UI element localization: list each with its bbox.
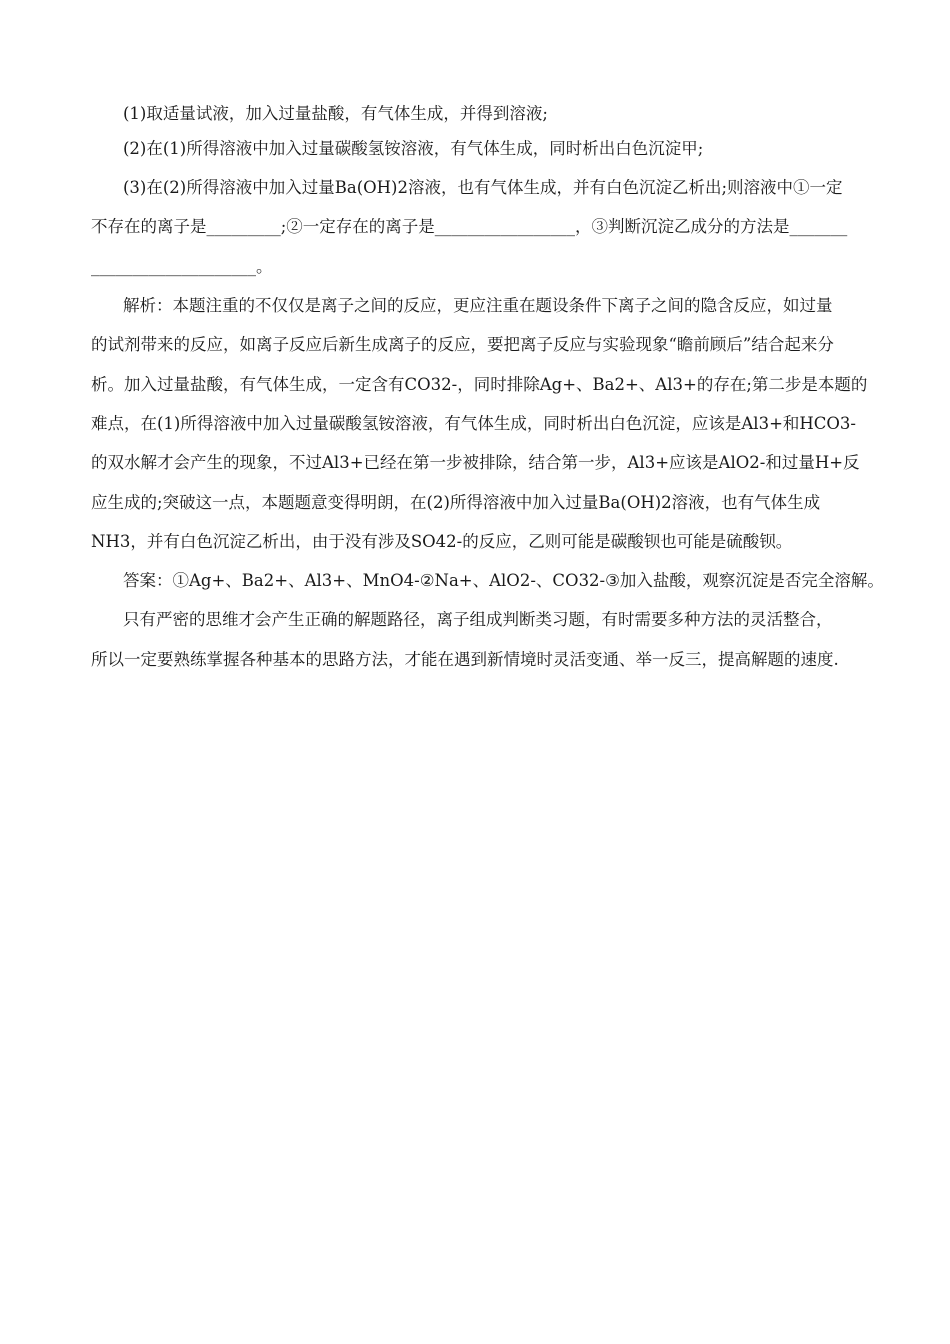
question-step-2: (2)在(1)所得溶液中加入过量碳酸氢铵溶液，有气体生成，同时析出白色沉淀甲; (123, 139, 704, 158)
answer-line: 答案：①Ag+、Ba2+、Al3+、MnO4-②Na+、AlO2-、CO32-③加入盐酸，观察沉淀是否完全溶解。 (123, 571, 884, 590)
analysis-line-2: 的试剂带来的反应，如离子反应后新生成离子的反应，要把离子反应与实验现象“瞻前顾后”结合起来分 (91, 335, 834, 354)
analysis-line-1: 解析：本题注重的不仅仅是离子之间的反应，更应注重在题设条件下离子之间的隐含反应，如过量 (123, 296, 833, 315)
analysis-line-3: 析。加入过量盐酸，有气体生成，一定含有CO32-，同时排除Ag+、Ba2+、Al3+的存在;第二步是本题的 (91, 375, 868, 394)
analysis-line-5: 的双水解才会产生的现象，不过Al3+已经在第一步被排除，结合第一步，Al3+应该是AlO2-和过量H+反 (91, 453, 860, 472)
question-step-3-line-1: (3)在(2)所得溶液中加入过量Ba(OH)2溶液，也有气体生成，并有白色沉淀乙析出;则溶液中①一定 (123, 178, 843, 197)
analysis-line-7: NH3，并有白色沉淀乙析出，由于没有涉及SO42-的反应，乙则可能是碳酸钡也可能是硫酸钡。 (91, 532, 793, 551)
analysis-line-4: 难点，在(1)所得溶液中加入过量碳酸氢铵溶液，有气体生成，同时析出白色沉淀，应该是Al3+和HCO3- (91, 414, 857, 433)
question-step-3-line-2: 不存在的离子是_________;②一定存在的离子是_________________，③判断沉淀乙成分的方法是_______ (91, 217, 848, 236)
analysis-line-6: 应生成的;突破这一点，本题题意变得明朗，在(2)所得溶液中加入过量Ba(OH)2溶液，也有气体生成 (91, 493, 821, 512)
summary-line-2: 所以一定要熟练掌握各种基本的思路方法，才能在遇到新情境时灵活变通、举一反三，提高解题的速度. (91, 650, 839, 669)
summary-line-1: 只有严密的思维才会产生正确的解题路径，离子组成判断类习题，有时需要多种方法的灵活整合， (123, 610, 833, 629)
question-step-1: (1)取适量试液，加入过量盐酸，有气体生成，并得到溶液; (123, 104, 548, 123)
question-step-3-line-3: ____________________。 (91, 257, 273, 276)
